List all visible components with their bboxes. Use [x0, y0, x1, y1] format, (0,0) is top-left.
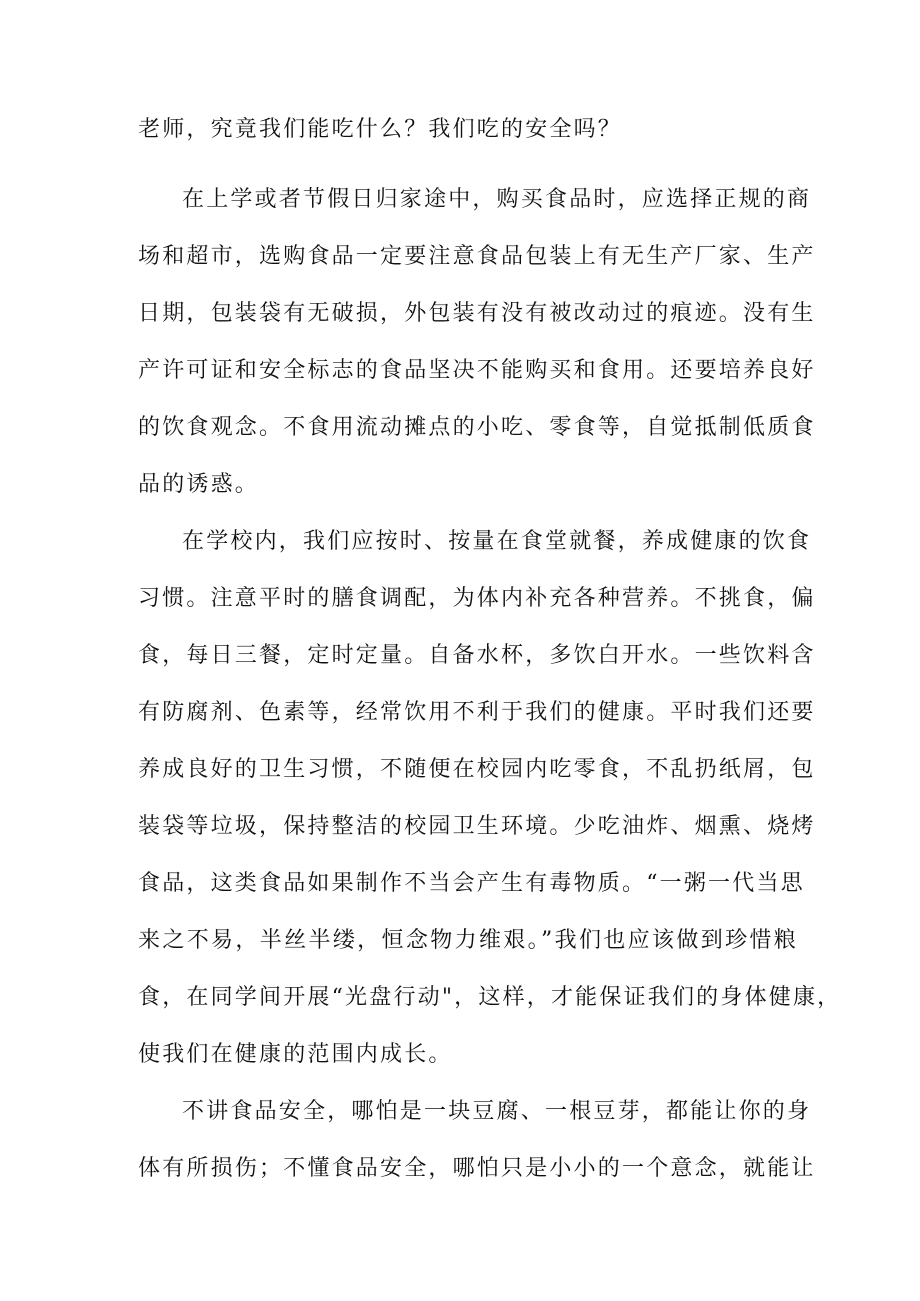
paragraph-text — [138, 178, 816, 507]
text-line: 食，每日三餐，定时定量。自备水杯，多饮白开水。一些饮料含 — [138, 643, 816, 668]
text-line: 在上学或者节假日归家途中，购买食品时，应选择正规的商 — [182, 187, 812, 212]
text-line: 来之不易，半丝半缕，恒念物力维艰。”我们也应该做到珍惜粮 — [138, 928, 798, 953]
paragraph-text — [138, 520, 842, 1077]
text-line: 不讲食品安全，哪怕是一块豆腐、一根豆芽，都能让你的身 — [182, 1099, 812, 1124]
text-line: 食，在同学间开展“光盘行动"，这样，才能保证我们的身体健康， — [138, 985, 842, 1010]
text-line: 品的诱惑。 — [138, 472, 260, 497]
text-line: 体有所损伤；不懂食品安全，哪怕只是小小的一个意念，就能让 — [138, 1156, 816, 1181]
text-line: 日期，包装袋有无破损，外包装有没有被改动过的痕迹。没有生 — [138, 301, 816, 326]
paragraph-4 — [138, 1090, 816, 1191]
text-line: 装袋等垃圾，保持整洁的校园卫生环境。少吃油炸、烟熏、烧烤 — [138, 814, 816, 839]
text-line: 的饮食观念。不食用流动摊点的小吃、零食等，自觉抵制低质食 — [138, 415, 816, 440]
text-line: 使我们在健康的范围内成长。 — [138, 1042, 453, 1067]
text-line: 场和超市，选购食品一定要注意食品包装上有无生产厂家、生产 — [138, 244, 816, 269]
text-line: 有防腐剂、色素等，经常饮用不利于我们的健康。平时我们还要 — [138, 700, 816, 725]
text-line: 养成良好的卫生习惯，不随便在校园内吃零食，不乱扔纸屑，包 — [138, 757, 816, 782]
paragraph-3 — [138, 520, 842, 1077]
paragraph-1 — [138, 108, 798, 152]
text-line: 产许可证和安全标志的食品坚决不能购买和食用。还要培养良好 — [138, 358, 816, 383]
text-line: 在学校内，我们应按时、按量在食堂就餐，养成健康的饮食 — [182, 529, 812, 554]
paragraph-2 — [138, 178, 816, 507]
text-line: 习惯。注意平时的膳食调配，为体内补充各种营养。不挑食，偏 — [138, 586, 816, 611]
paragraph-text — [138, 108, 798, 152]
paragraph-text — [138, 1090, 816, 1191]
text-line: 老师，究竟我们能吃什么？我们吃的安全吗？ — [138, 117, 623, 142]
text-line: 食品，这类食品如果制作不当会产生有毒物质。“一粥一代当思 — [138, 871, 805, 896]
